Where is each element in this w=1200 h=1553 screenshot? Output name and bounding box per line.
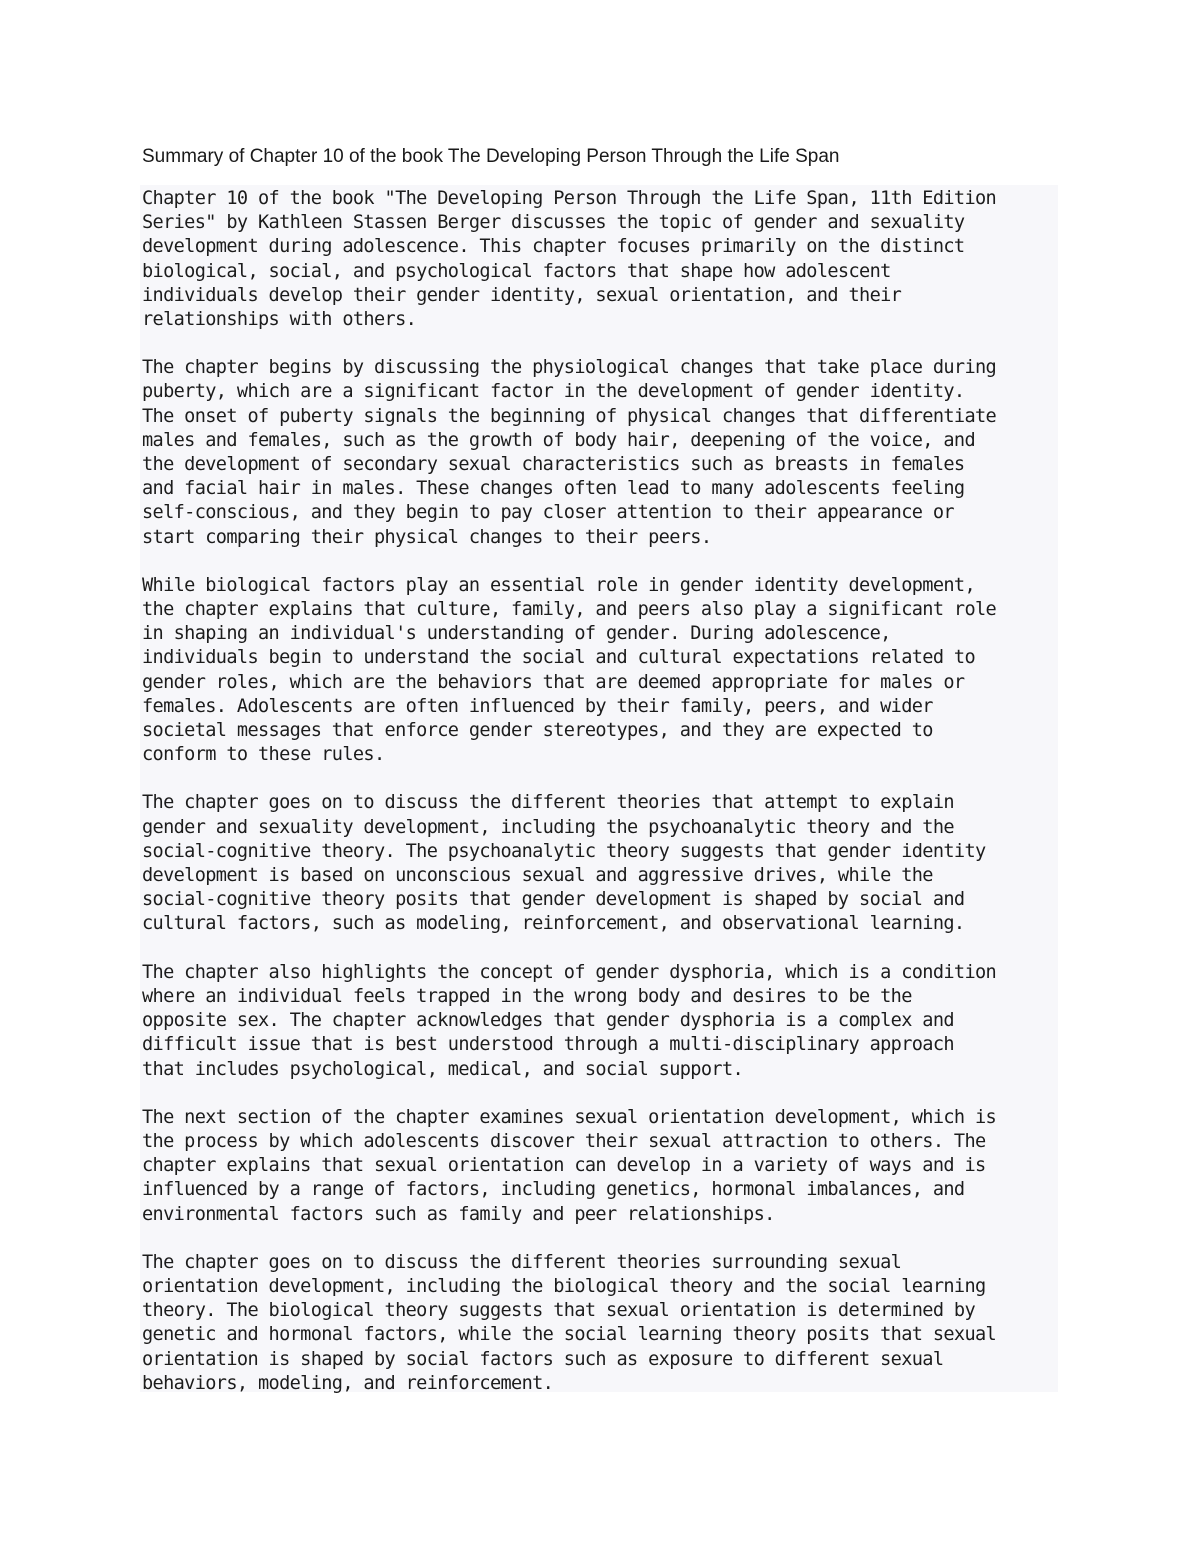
document-title: Summary of Chapter 10 of the book The Developing Person Through the Life Span (142, 146, 840, 167)
paragraph-theories: The chapter goes on to discuss the different theories that attempt to explain gender and sexuality development, including the psychoanalytic theory and the social-cognitive theory. The psychoanalytic theory suggests that gender identity development is based on unconscious sexual and aggressive drives, while the social-cognitive theory posits that gender development is shaped by social and cultural factors, such as modeling, reinforcement, and observational learning. (142, 792, 986, 935)
paragraph-orientation: The next section of the chapter examines sexual orientation development, which is the process by which adolescents discover their sexual attraction to others. The chapter explains that sexual orientation can develop in a variety of ways and is influenced by a range of factors, including genetics, hormonal imbalances, and environmental factors such as family and peer relationships. (142, 1106, 997, 1225)
paragraph-culture: While biological factors play an essential role in gender identity development, the chapter explains that culture, family, and peers also play a significant role in shaping an individual's understanding of gender. During adolescence, individuals begin to understand the social and cultural expectations related to gender roles, which are the behaviors that are deemed appropriate for males or females. Adolescents are often influenced by their family, peers, and wider societal messages that enforce gender stereotypes, and they are expected to conform to these rules. (142, 574, 997, 766)
paragraph-dysphoria: The chapter also highlights the concept of gender dysphoria, which is a condition where an individual feels trapped in the wrong body and desires to be the opposite sex. The chapter acknowledges that gender dysphoria is a complex and difficult issue that is best understood through a multi-disciplinary approach that includes psychological, medical, and social support. (142, 961, 997, 1080)
paragraph-orientation-theories: The chapter goes on to discuss the different theories surrounding sexual orientation development, including the biological theory and the social learning theory. The biological theory suggests that sexual orientation is determined by genetic and hormonal factors, while the social learning theory posits that sexual orientation is shaped by social factors such as exposure to different sexual behaviors, modeling, and reinforcement. (142, 1251, 997, 1394)
paragraph-puberty: The chapter begins by discussing the physiological changes that take place during puberty, which are a significant factor in the development of gender identity. The onset of puberty signals the beginning of physical changes that differentiate males and females, such as the growth of body hair, deepening of the voice, and the development of secondary sexual characteristics such as breasts in females and facial hair in males. These changes often lead to many adolescents feeling self-conscious, and they begin to pay closer attention to their appearance or start comparing their physical changes to their peers. (142, 357, 997, 548)
paragraph-intro: Chapter 10 of the book "The Developing Person Through the Life Span, 11th Edition Series" by Kathleen Stassen Berger discusses the topic of gender and sexuality development during adolescence. This chapter focuses primarily on the distinct biological, social, and psychological factors that shape how adolescent individuals develop their gender identity, sexual orientation, and their relationships with others. (142, 188, 997, 331)
summary-text-block (140, 185, 1058, 1392)
